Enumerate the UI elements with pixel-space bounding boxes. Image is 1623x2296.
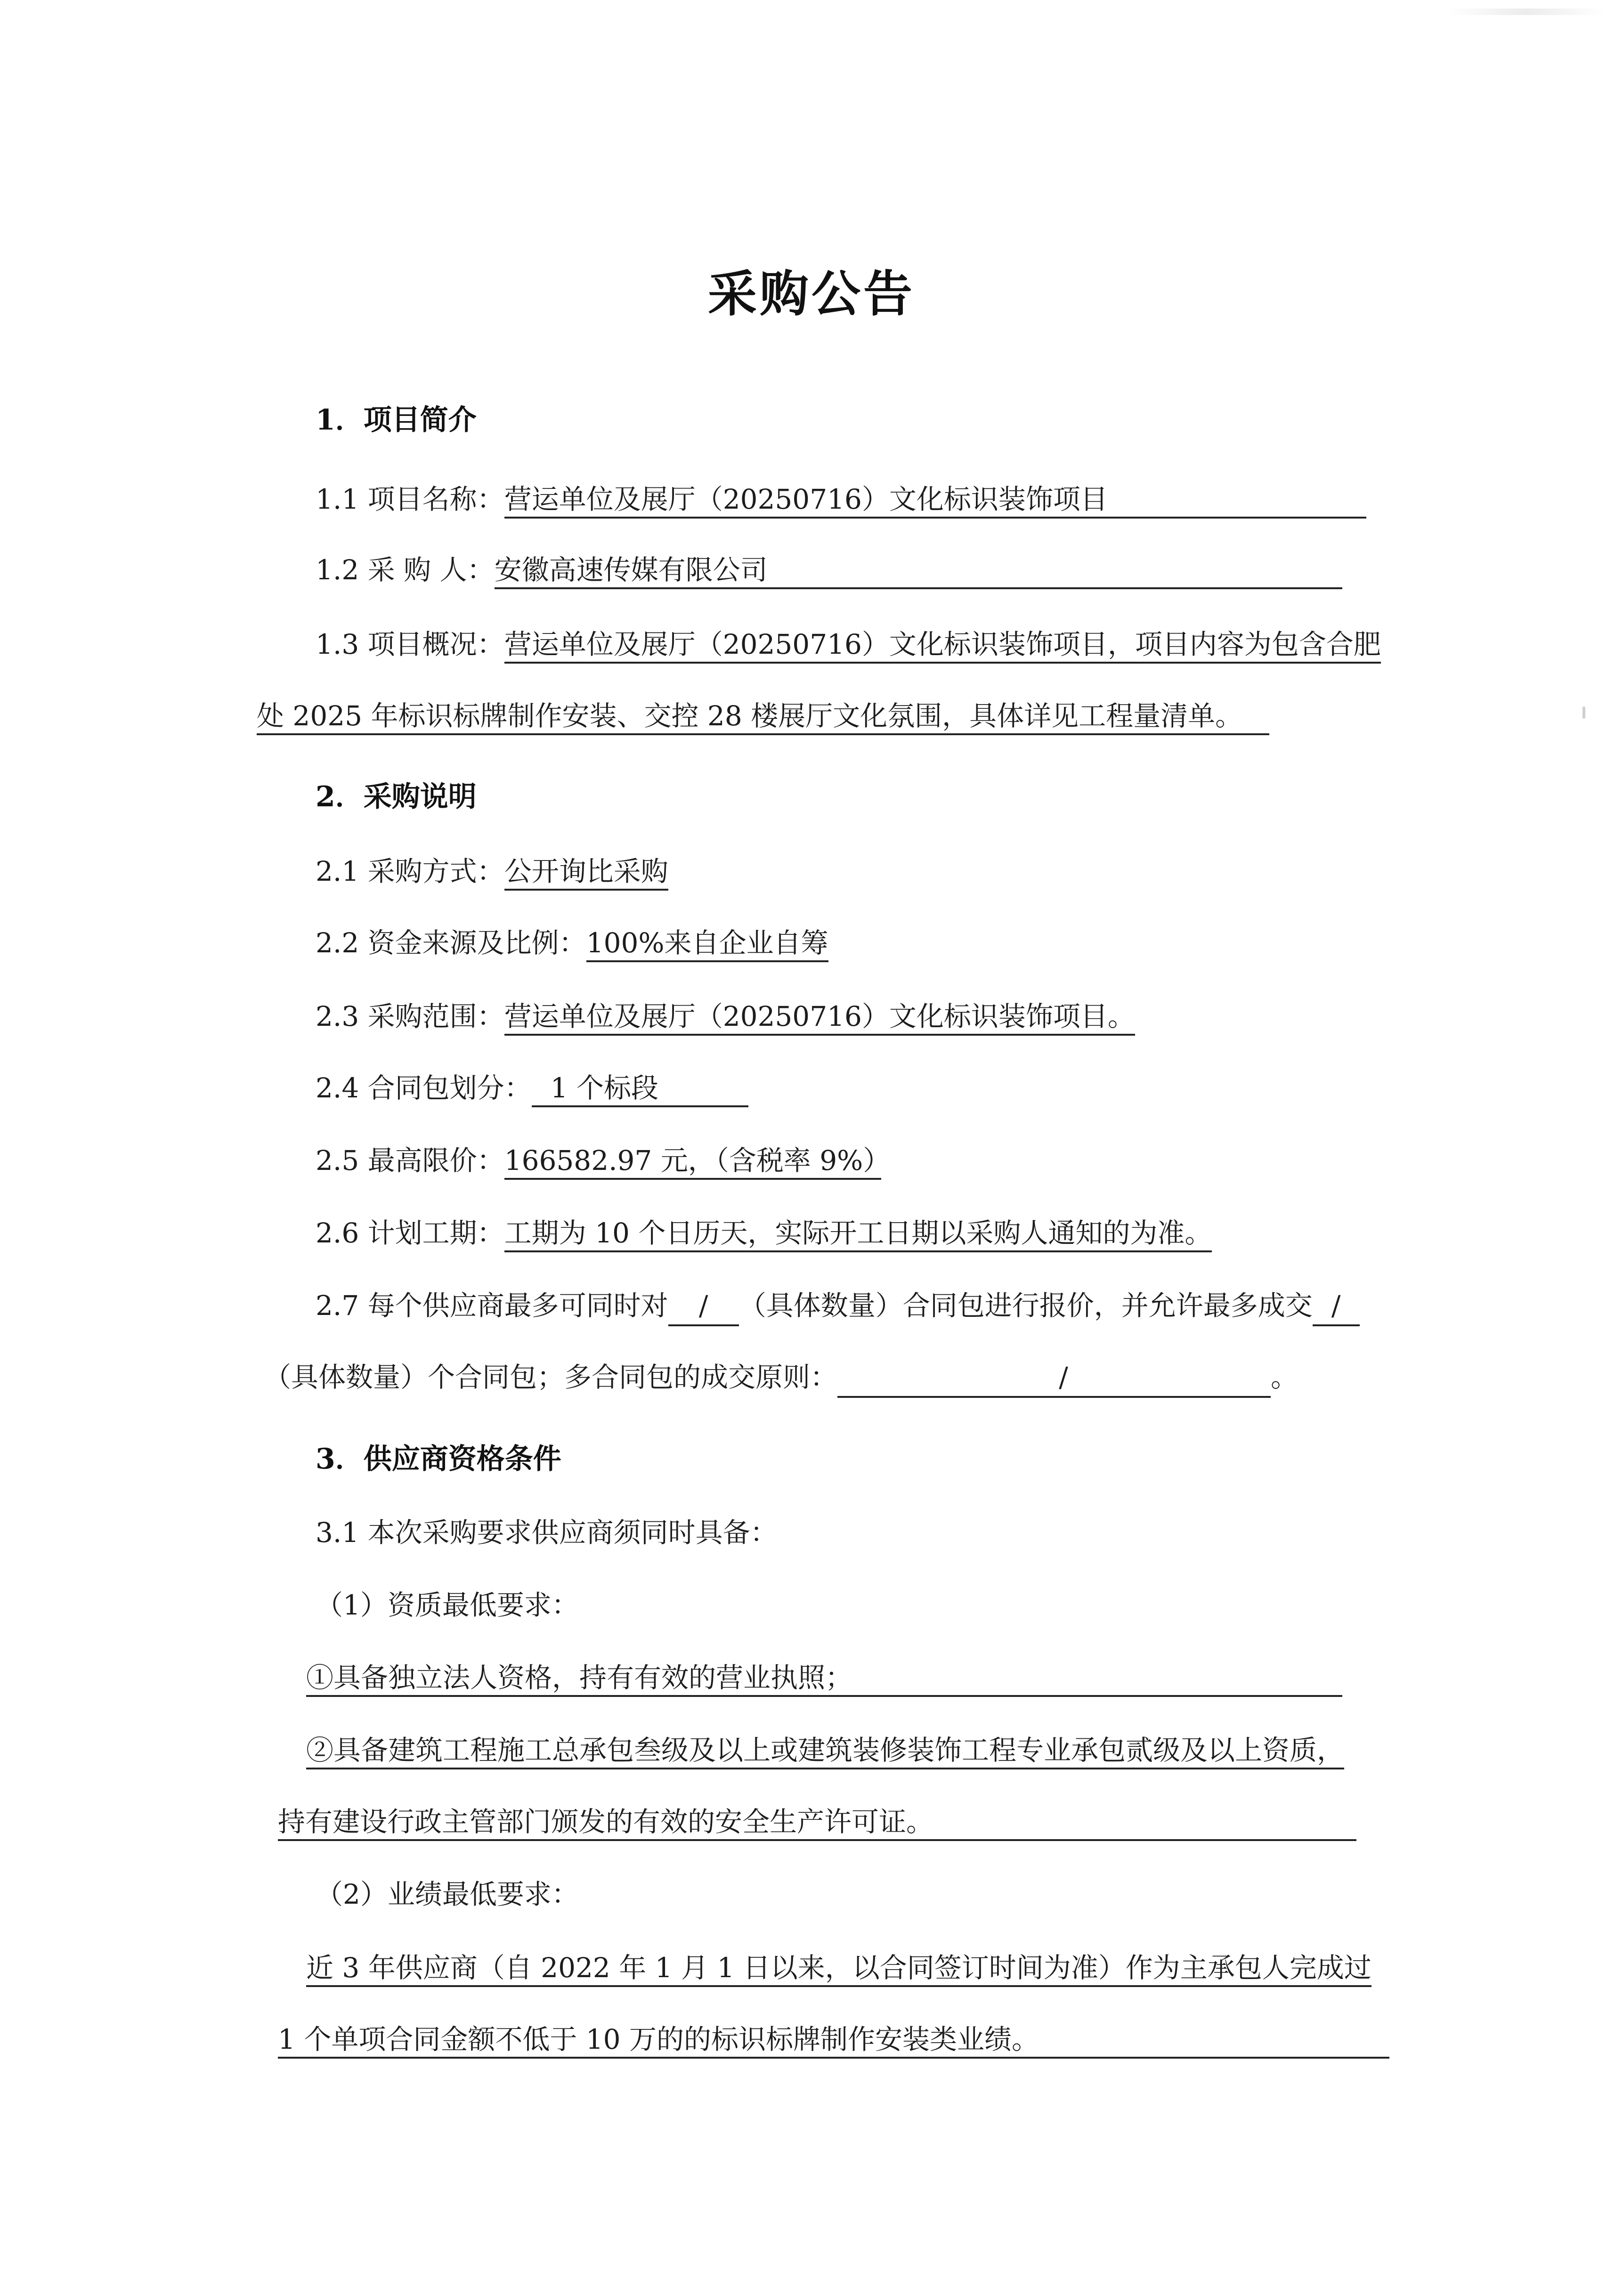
price-row [316,1142,891,1180]
lots-label: 2.4 合同包划分： [316,1072,532,1104]
section-1-heading: 1．项目简介 [316,404,477,437]
performance-line-2: 1 个单项合同金额不低于 10 万的的标识标牌制作安装类业绩。 [278,2022,1389,2059]
overview-label: 1.3 项目概况： [316,628,504,660]
qualification-2-line-2: 持有建设行政主管部门颁发的有效的安全生产许可证。 [278,1804,1356,1841]
method-value: 公开询比采购 [504,854,668,891]
multi-lot-blank-2 [1073,1366,1271,1398]
method-label: 2.1 采购方式： [316,855,504,887]
overview-line-2: 处 2025 年标识标牌制作安装、交控 28 楼展厅文化氛围，具体详见工程量清单。 [257,698,1269,735]
performance-row-1 [306,1949,1371,1987]
qualification-heading: （1）资质最低要求： [316,1589,579,1621]
scope-value: 营运单位及展厅（20250716）文化标识装饰项目。 [504,999,1135,1036]
overview-row-2 [257,697,1269,735]
purchaser-label: 1.2 采 购 人： [316,554,495,586]
performance-heading: （2）业绩最低要求： [316,1878,579,1910]
price-value: 166582.97 元，（含税率 9%） [504,1143,881,1180]
period-row [316,1214,1212,1252]
performance-row-2 [278,2020,1389,2059]
fund-label: 2.2 资金来源及比例： [316,927,586,959]
multi-lot-principle: / [1054,1358,1073,1398]
qualification-1: ①具备独立法人资格，持有有效的营业执照； [306,1660,1342,1697]
price-label: 2.5 最高限价： [316,1144,504,1176]
section-2-heading: 2．采购说明 [316,780,477,813]
purchaser-row [316,551,1342,589]
period-label: 2.6 计划工期： [316,1217,504,1249]
overview-row-1 [316,625,1381,664]
page-title: 采购公告 [707,265,915,323]
project-name-label: 1.1 项目名称： [316,483,504,515]
lots-row [316,1069,748,1107]
multi-lot-middle: （具体数量）合同包进行报价，并允许最多成交 [738,1290,1313,1322]
performance-line-1: 近 3 年供应商（自 2022 年 1 月 1 日以来，以合同签订时间为准）作为主承包人完成过 [306,1950,1371,1987]
multi-lot-award-count: / [1313,1287,1360,1326]
purchaser-value: 安徽高速传媒有限公司 [495,552,1342,589]
section-3-heading: 3．供应商资格条件 [316,1443,561,1476]
scan-artifact [1449,8,1604,15]
scope-row [316,998,1135,1036]
fund-row [316,924,828,962]
qualification-2-row-1 [306,1731,1344,1769]
multi-lot-end: 。 [1271,1361,1298,1393]
multi-lot-quote-count: / [668,1287,739,1326]
scan-speck [1582,706,1585,719]
multi-lot-row-2 [264,1358,1298,1398]
multi-lot-prefix: 2.7 每个供应商最多可同时对 [316,1290,668,1322]
method-row [316,852,668,891]
scope-label: 2.3 采购范围： [316,1000,504,1032]
multi-lot-row-1 [316,1287,1360,1326]
project-name-row [316,480,1366,519]
overview-line-1: 营运单位及展厅（20250716）文化标识装饰项目，项目内容为包含合肥 [504,627,1381,664]
qualification-2-row-2 [278,1803,1356,1841]
multi-lot-line-2: （具体数量）个合同包；多合同包的成交原则： [264,1361,838,1393]
project-name-value: 营运单位及展厅（20250716）文化标识装饰项目 [504,482,1366,519]
fund-value: 100%来自企业自筹 [586,925,828,962]
multi-lot-blank-1 [837,1366,1054,1398]
qualification-2-line-1: ②具备建筑工程施工总承包叁级及以上或建筑装修装饰工程专业承包贰级及以上资质， [306,1733,1344,1769]
qualification-1-row [306,1659,1342,1697]
period-value: 工期为 10 个日历天，实际开工日期以采购人通知的为准。 [504,1216,1212,1252]
lots-value: 1 个标段 [532,1071,748,1107]
qualification-intro: 3.1 本次采购要求供应商须同时具备： [316,1517,778,1549]
